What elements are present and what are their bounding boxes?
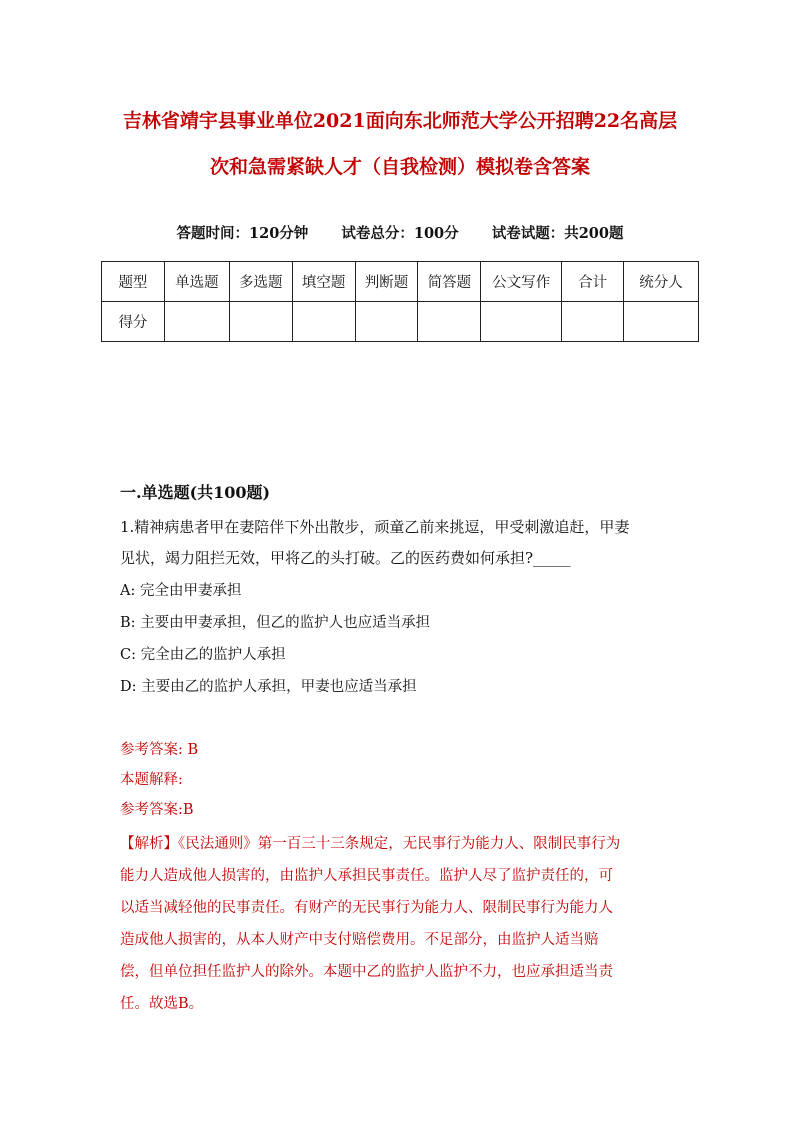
score-cell	[355, 302, 418, 342]
score-table-header-row	[102, 262, 699, 302]
title-line-2: 次和急需紧缺人才（自我检测）模拟卷含答案	[209, 156, 590, 178]
score-table-score-row	[102, 302, 699, 342]
title-line-1: 吉林省靖宇县事业单位2021面向东北师范大学公开招聘22名高层	[122, 110, 678, 132]
question-stem	[120, 512, 680, 574]
header-cell: 公文写作	[481, 262, 562, 302]
header-cell: 题型	[102, 262, 165, 302]
score-cell	[418, 302, 481, 342]
section-heading: 一.单选题(共100题)	[120, 483, 271, 502]
score-cell	[481, 302, 562, 342]
score-table	[101, 261, 699, 342]
answer-block	[120, 735, 690, 825]
analysis-text	[120, 828, 692, 1020]
score-cell	[229, 302, 292, 342]
header-cell: 判断题	[355, 262, 418, 302]
analysis-line: 能力人造成他人损害的，由监护人承担民事责任。监护人尽了监护责任的，可	[120, 868, 613, 884]
question-options	[120, 575, 680, 703]
score-cell	[624, 302, 699, 342]
explanation-label: 本题解释:	[120, 772, 183, 788]
header-cell: 统分人	[624, 262, 699, 302]
score-cell	[562, 302, 624, 342]
header-cell: 多选题	[229, 262, 292, 302]
score-row-label: 得分	[102, 302, 165, 342]
exam-meta	[100, 222, 700, 243]
document-title	[100, 98, 700, 190]
header-cell: 填空题	[292, 262, 355, 302]
option-d: D: 主要由乙的监护人承担，甲妻也应适当承担	[120, 679, 417, 695]
analysis-line: 以适当减轻他的民事责任。有财产的无民事行为能力人、限制民事行为能力人	[120, 900, 613, 916]
exam-total-score: 试卷总分：100分	[341, 225, 459, 242]
score-cell	[292, 302, 355, 342]
analysis-line: 造成他人损害的，从本人财产中支付赔偿费用。不足部分，由监护人适当赔	[120, 932, 599, 948]
analysis-line: 任。故选B。	[120, 996, 204, 1012]
question-line-1: 1.精神病患者甲在妻陪伴下外出散步，顽童乙前来挑逗，甲受刺激追赶，甲妻	[120, 518, 630, 536]
header-cell: 简答题	[418, 262, 481, 302]
reference-answer: 参考答案: B	[120, 742, 199, 758]
header-cell: 单选题	[164, 262, 229, 302]
score-cell	[164, 302, 229, 342]
exam-question-count: 试卷试题：共200题	[491, 225, 624, 242]
option-b: B: 主要由甲妻承担，但乙的监护人也应适当承担	[120, 615, 431, 631]
option-c: C: 完全由乙的监护人承担	[120, 647, 286, 663]
analysis-line: 偿，但单位担任监护人的除外。本题中乙的监护人监护不力，也应承担适当责	[120, 964, 613, 980]
reference-answer-repeat: 参考答案:B	[120, 802, 194, 818]
analysis-line: 【解析】《民法通则》第一百三十三条规定，无民事行为能力人、限制民事行为	[120, 836, 621, 852]
question-line-2: 见状，竭力阻拦无效，甲将乙的头打破。乙的医药费如何承担?_____	[120, 549, 571, 567]
header-cell: 合计	[562, 262, 624, 302]
exam-time: 答题时间：120分钟	[176, 225, 309, 242]
option-a: A: 完全由甲妻承担	[120, 583, 242, 599]
